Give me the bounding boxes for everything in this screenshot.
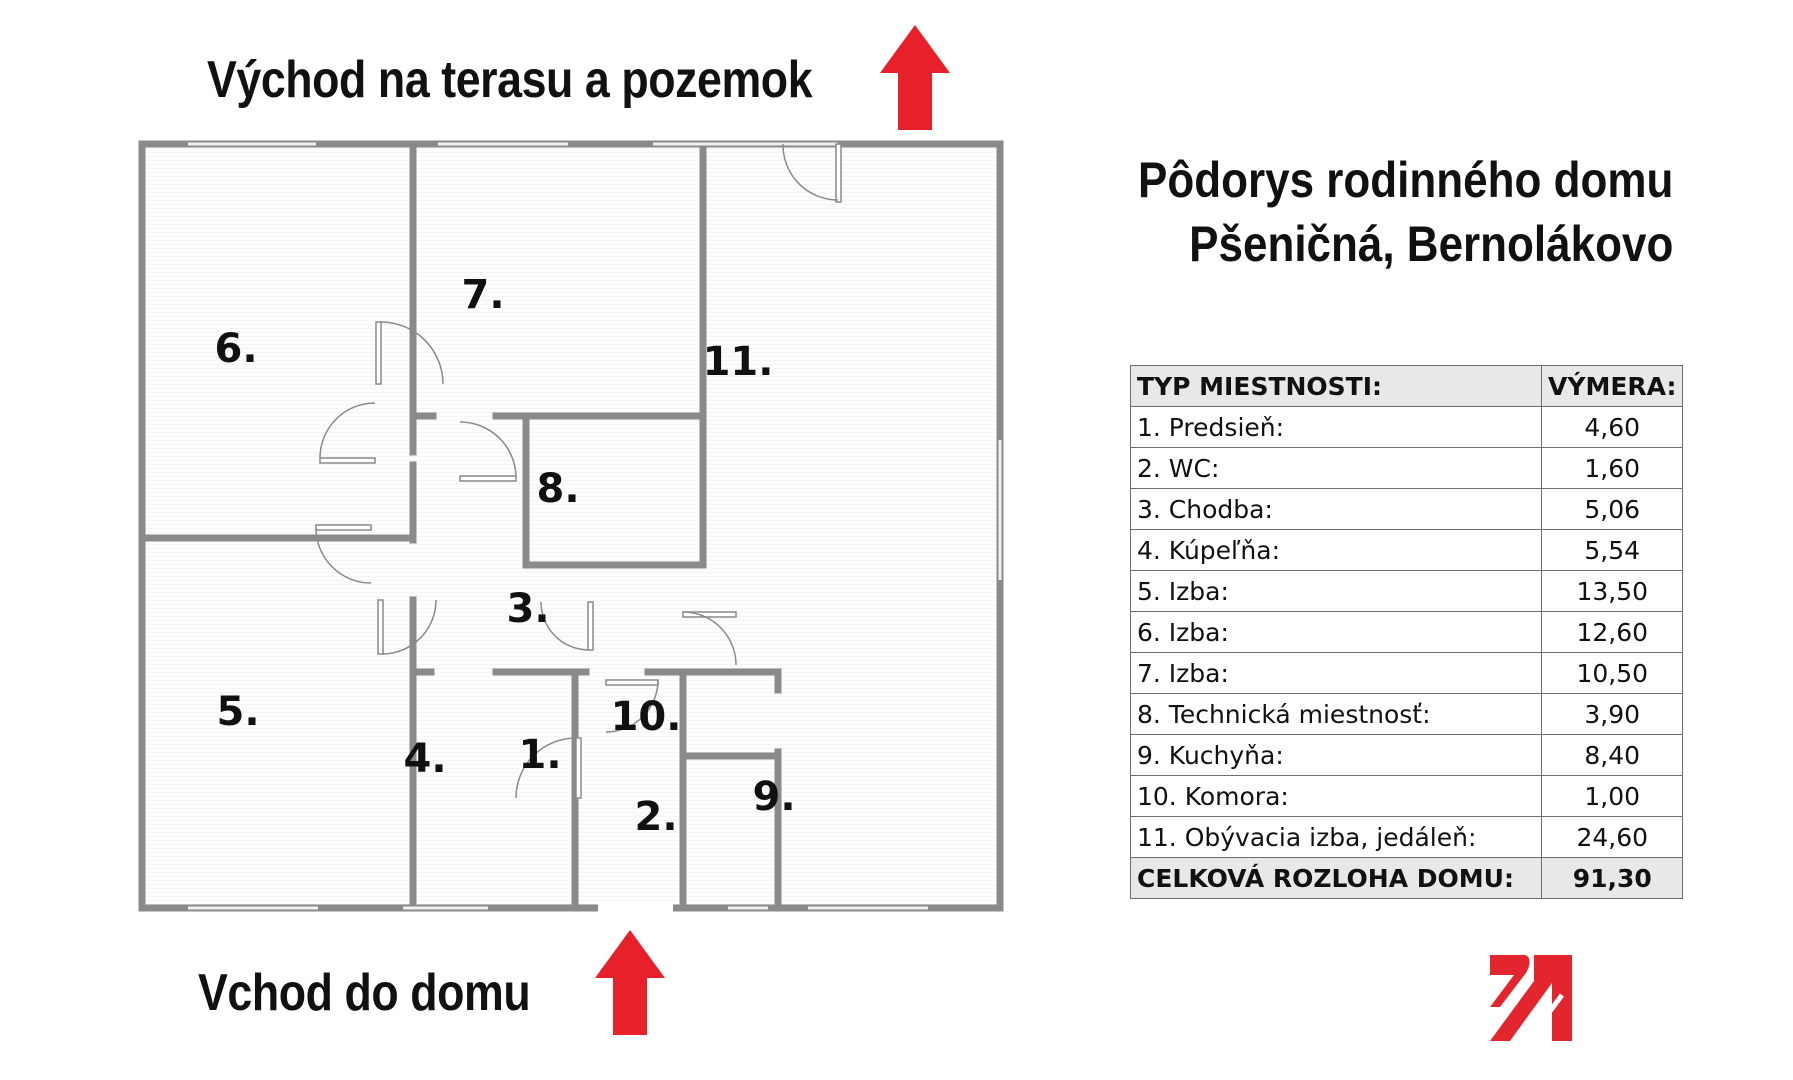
table-row [1131, 817, 1683, 858]
entry-arrow-up-icon [595, 930, 665, 1035]
title-line-1: Pôdorys rodinného domu [1137, 152, 1673, 208]
table-row [1131, 735, 1683, 776]
room-type-cell: 7. Izba: [1131, 653, 1542, 694]
room-type-cell: 11. Obývacia izba, jedáleň: [1131, 817, 1542, 858]
room-label-7: 7. [461, 272, 505, 318]
room-label-8: 8. [536, 466, 580, 512]
table-row [1131, 448, 1683, 489]
room-area-cell: 3,90 [1542, 694, 1683, 735]
plan-title [1065, 148, 1673, 276]
room-label-2: 2. [634, 794, 678, 840]
header-area: VÝMERA: [1542, 366, 1683, 407]
room-label-10: 10. [610, 694, 682, 740]
exit-caption: Východ na terasu a pozemok [207, 51, 813, 109]
room-area-cell: 12,60 [1542, 612, 1683, 653]
entry-caption: Vchod do domu [198, 964, 531, 1022]
floor-area [142, 144, 1000, 908]
total-area-cell: 91,30 [1542, 858, 1683, 899]
room-label-11: 11. [702, 339, 774, 385]
room-type-cell: 5. Izba: [1131, 571, 1542, 612]
floor-plan [138, 140, 1018, 930]
room-type-cell: 9. Kuchyňa: [1131, 735, 1542, 776]
table-row [1131, 489, 1683, 530]
room-type-cell: 3. Chodba: [1131, 489, 1542, 530]
room-area-cell: 5,54 [1542, 530, 1683, 571]
room-area-cell: 5,06 [1542, 489, 1683, 530]
table-header-row [1131, 366, 1683, 407]
table-row [1131, 776, 1683, 817]
table-row [1131, 612, 1683, 653]
room-label-3: 3. [506, 586, 550, 632]
table-total-row [1131, 858, 1683, 899]
room-type-cell: 2. WC: [1131, 448, 1542, 489]
room-label-6: 6. [214, 326, 258, 372]
title-line-2: Pšeničná, Bernolákovo [1188, 216, 1673, 272]
room-area-cell: 24,60 [1542, 817, 1683, 858]
room-type-cell: 4. Kúpeľňa: [1131, 530, 1542, 571]
room-type-cell: 6. Izba: [1131, 612, 1542, 653]
brand-logo-icon [1490, 955, 1580, 1045]
room-type-cell: 1. Predsieň: [1131, 407, 1542, 448]
room-area-cell: 10,50 [1542, 653, 1683, 694]
room-label-5: 5. [216, 689, 260, 735]
room-area-cell: 1,60 [1542, 448, 1683, 489]
room-area-table [1130, 365, 1683, 899]
room-area-cell: 8,40 [1542, 735, 1683, 776]
table-row [1131, 407, 1683, 448]
header-room-type: TYP MIESTNOSTI: [1131, 366, 1542, 407]
table-row [1131, 653, 1683, 694]
room-area-cell: 13,50 [1542, 571, 1683, 612]
table-row [1131, 530, 1683, 571]
room-type-cell: 8. Technická miestnosť: [1131, 694, 1542, 735]
room-area-cell: 4,60 [1542, 407, 1683, 448]
total-label-cell: CELKOVÁ ROZLOHA DOMU: [1131, 858, 1542, 899]
table-row [1131, 694, 1683, 735]
room-label-9: 9. [752, 774, 796, 820]
room-label-1: 1. [518, 732, 562, 778]
exit-arrow-up-icon [880, 25, 950, 130]
table-row [1131, 571, 1683, 612]
room-label-4: 4. [403, 736, 447, 782]
room-area-cell: 1,00 [1542, 776, 1683, 817]
room-type-cell: 10. Komora: [1131, 776, 1542, 817]
